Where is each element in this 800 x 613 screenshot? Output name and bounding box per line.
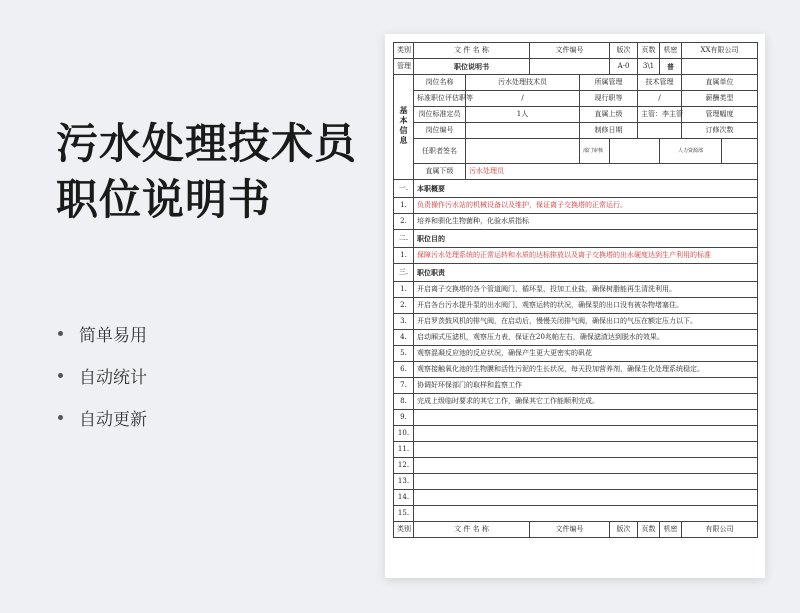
row-number: 7. [394,378,414,394]
footer-cell: 文 件 名 称 [414,522,530,538]
row-number: 14. [394,490,414,506]
info-cell: 订修次数 [682,123,758,139]
table-row [394,362,758,378]
info-cell: 所属管理 [580,75,638,91]
row-text [414,410,758,426]
table-row [394,506,758,522]
table-row [394,378,758,394]
section-number: 三. [394,264,414,282]
header-cell: 类别 [394,43,414,59]
row-text [414,426,758,442]
footer-cell: 页数 [638,522,660,538]
info-cell [466,123,580,139]
info-cell: 1人 [466,107,580,123]
section-header [394,264,758,282]
row-number: 1. [394,248,414,264]
doc-name-cell: 职位说明书 [414,59,530,75]
feature-label: 自动统计 [79,367,147,388]
feature-item [58,354,147,396]
info-row [394,91,758,107]
row-number: 10. [394,426,414,442]
info-cell: 直属下级 [414,164,466,180]
table-row [394,282,758,298]
info-cell [466,139,580,164]
row-number: 9. [394,410,414,426]
row-text: 观察接触氧化池的生物膜和活性污泥的生长状况，每天投加营养剂，确保生化处理系统稳定。 [414,362,758,378]
row-number: 1. [394,198,414,214]
row-text: 开启各台污水提升泵的出水阀门，观察运转的状况，确保泵的出口没有被杂物堵塞住。 [414,298,758,314]
info-cell: 岗位名称 [414,75,466,91]
header-cell: 页数 [638,43,660,59]
table-row [394,298,758,314]
row-number: 3. [394,314,414,330]
info-cell: 管理幅度 [682,107,758,123]
row-text [414,474,758,490]
info-cell [722,139,758,164]
table-row [394,330,758,346]
header-cell: 文件编号 [530,43,610,59]
basic-info-text: 基本信息 [399,105,409,146]
header-row [394,43,758,59]
info-row [394,75,758,91]
feature-label: 自动更新 [79,409,147,430]
row-text [414,506,758,522]
company-cell: 有限公司 [682,522,758,538]
header-cell: 版次 [610,43,638,59]
table-row [394,474,758,490]
hero-title [56,116,357,228]
info-row [394,123,758,139]
info-cell: 技术管理 [638,75,682,91]
row-text: 完成上级临时要求的其它工作，确保其它工作能顺利完成。 [414,394,758,410]
feature-item [58,396,147,438]
row-number: 1. [394,282,414,298]
footer-cell: 文件编号 [530,522,610,538]
info-cell: 薪酬类型 [682,91,758,107]
row-number: 12. [394,458,414,474]
section-number: 一. [394,180,414,198]
company-cell: XX有限公司 [682,43,758,59]
doc-cell: 3\1 [638,59,660,75]
row-text: 培养和驯化生物菌种，化验水质指标 [414,214,758,230]
row-text: 观察混凝反应池的反应状况，确保产生更大更密实的矾花 [414,346,758,362]
info-cell: 岗位标准定员 [414,107,466,123]
info-row [394,107,758,123]
feature-label: 简单易用 [79,325,147,346]
footer-cell: 版次 [610,522,638,538]
row-number: 2. [394,298,414,314]
info-cell: 人力资源部 [660,139,722,164]
row-number: 5. [394,346,414,362]
row-number: 4. [394,330,414,346]
row-number: 13. [394,474,414,490]
row-number: 15. [394,506,414,522]
title-line-2: 职位说明书 [56,175,272,224]
table-row [394,214,758,230]
doc-cell: 普 [660,59,682,75]
row-number: 6. [394,362,414,378]
document-preview [385,34,765,578]
info-row [394,164,758,180]
info-cell: 污水处理技术员 [466,75,580,91]
section-title: 本职概要 [414,180,758,198]
section-number: 二. [394,230,414,248]
row-text [414,490,758,506]
row-text: 开启离子交换塔的各个管道阀门，循环泵，投加工业盐，确保树脂能再生清洗利用。 [414,282,758,298]
header-cell: 文 件 名 称 [414,43,530,59]
table-row [394,410,758,426]
bullet-icon [58,373,63,378]
doc-cell: A-0 [610,59,638,75]
row-text [414,458,758,474]
feature-list [58,312,147,438]
table-row [394,198,758,214]
info-cell: 任职者签名 [414,139,466,164]
footer-cell: 类别 [394,522,414,538]
basic-info-label [394,75,414,180]
info-cell: 直属上级 [580,107,638,123]
table-row [394,426,758,442]
feature-item [58,312,147,354]
table-row [394,248,758,264]
title-line-1: 污水处理技术员 [56,119,358,168]
table-row [394,346,758,362]
table-row [394,490,758,506]
info-cell: 部门审核 [580,139,610,164]
header-cell: 机密 [660,43,682,59]
row-number: 2. [394,214,414,230]
info-cell: 岗位编号 [414,123,466,139]
footer-cell: 机密 [660,522,682,538]
signature-row [394,139,758,164]
doc-info-row [394,59,758,75]
table-row [394,442,758,458]
row-text: 启动厢式压滤机，观察压力表，保证在20兆帕左右，确保滤渣达到脱水的效果。 [414,330,758,346]
bullet-icon [58,415,63,420]
info-cell: 标准职位评估职等 [414,91,466,107]
row-text: 开启罗茨鼓风机的排气阀，在启动后，慢慢关闭排气阀，确保出口的气压在额定压力以下。 [414,314,758,330]
footer-row [394,522,758,538]
row-text: 协调好环保部门的取样和监察工作 [414,378,758,394]
table-row [394,394,758,410]
row-text: 负责操作污水站的机械设备以及维护，保证离子交换塔的正常运行。 [414,198,758,214]
bullet-icon [58,331,63,336]
row-number: 8. [394,394,414,410]
doc-cell [682,59,758,75]
row-text: 保障污水处理系统的正常运转和水质的达标排放以及离子交换塔的出水硬度达到生产利用的标准 [414,248,758,264]
info-cell: / [466,91,580,107]
table-row [394,458,758,474]
row-text [414,442,758,458]
job-description-table [393,42,758,538]
table-row [394,314,758,330]
section-header [394,230,758,248]
section-title: 职位职责 [414,264,758,282]
info-cell: 现行职等 [580,91,638,107]
info-cell [638,123,682,139]
info-cell: 污水处理员 [466,164,758,180]
section-header [394,180,758,198]
info-cell: 主管：李主管 [638,107,682,123]
row-number: 11. [394,442,414,458]
doc-cell [530,59,610,75]
info-cell: 制修日期 [580,123,638,139]
info-cell: / [638,91,682,107]
info-cell [610,139,660,164]
doc-cell: 管理 [394,59,414,75]
section-title: 职位目的 [414,230,758,248]
info-cell: 直属单位 [682,75,758,91]
